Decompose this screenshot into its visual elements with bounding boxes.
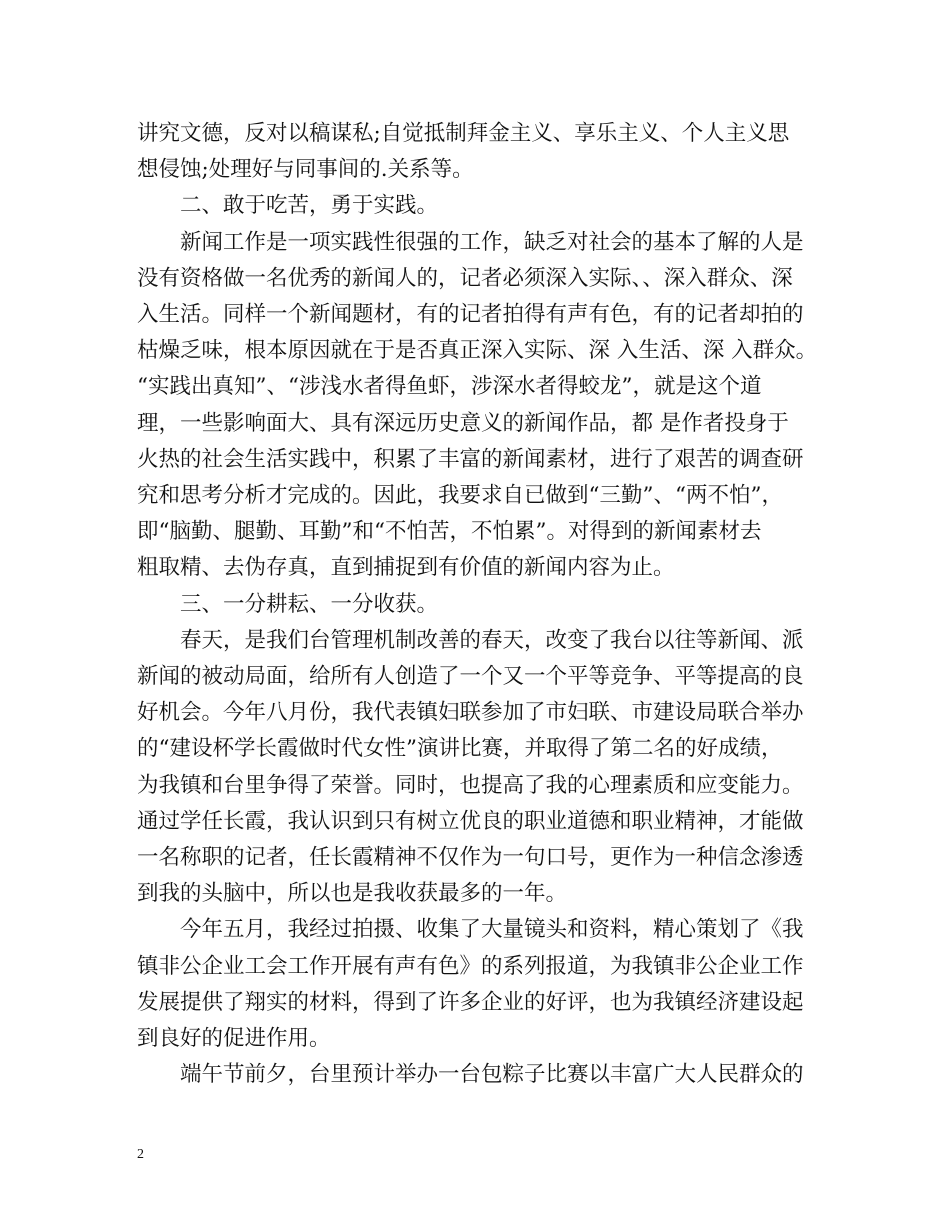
- text-line: 好机会。今年八月份，我代表镇妇联参加了市妇联、市建设局联合举办: [137, 700, 804, 726]
- text-line: “实践出真知”、“涉浅水者得鱼虾，涉深水者得蛟龙”，就是这个道: [137, 374, 762, 400]
- text-line: 春天，是我们台管理机制改善的春天，改变了我台以往等新闻、派: [137, 627, 804, 653]
- page-number: 2: [137, 1147, 144, 1162]
- text-line: 新闻的被动局面，给所有人创造了一个又一个平等竞争、平等提高的良: [137, 664, 804, 689]
- text-line: 想侵蚀;处理好与同事间的.关系等。: [137, 157, 474, 183]
- text-line: 通过学任长霞，我认识到只有树立优良的职业道德和职业精神，才能做: [137, 808, 804, 834]
- text-line: 火热的社会生活实践中，积累了丰富的新闻素材，进行了艰苦的调查研: [137, 446, 804, 472]
- text-line: 到我的头脑中，所以也是我收获最多的一年。: [137, 881, 568, 907]
- text-line: 即“脑勤、腿勤、耳勤”和“不怕苦，不怕累”。对得到的新闻素材去: [137, 519, 762, 545]
- text-line: 入生活。同样一个新闻题材，有的记者拍得有声有色，有的记者却拍的: [137, 302, 804, 327]
- section-heading: 二、敢于吃苦，勇于实践。: [137, 193, 439, 219]
- text-line: 没有资格做一名优秀的新闻人的，记者必须深入实际、、深入群众、深: [137, 265, 793, 291]
- text-line: 端午节前夕，台里预计举办一台包粽子比赛以丰富广大人民群众的: [137, 1062, 804, 1088]
- text-line: 理，一些影响面大、具有深远历史意义的新闻作品，都 是作者投身于: [137, 410, 789, 436]
- text-line: 为我镇和台里争得了荣誉。同时，也提高了我的心理素质和应变能力。: [137, 772, 804, 798]
- text-line: 今年五月，我经过拍摄、收集了大量镜头和资料，精心策划了《我: [137, 917, 804, 943]
- text-line: 枯燥乏味，根本原因就在于是否真正深入实际、深 入生活、深 入群众。: [137, 338, 818, 364]
- section-heading: 三、一分耕耘、一分收获。: [137, 591, 439, 617]
- text-line: 到良好的促进作用。: [137, 1026, 331, 1051]
- text-line: 发展提供了翔实的材料，得到了许多企业的好评，也为我镇经济建设起: [137, 989, 804, 1015]
- text-line: 粗取精、去伪存真，直到捕捉到有价值的新闻内容为止。: [137, 555, 675, 581]
- text-line: 新闻工作是一项实践性很强的工作，缺乏对社会的基本了解的人是: [137, 229, 804, 255]
- text-line: 镇非公企业工会工作开展有声有色》的系列报道，为我镇非公企业工作: [137, 953, 804, 979]
- text-line: 的“建设杯学长霞做时代女性”演讲比赛，并取得了第二名的好成绩，: [137, 736, 783, 762]
- text-line: 一名称职的记者，任长霞精神不仅作为一句口号，更作为一种信念渗透: [137, 845, 804, 870]
- text-line: 讲究文德，反对以稿谋私;自觉抵制拜金主义、享乐主义、个人主义思: [137, 121, 790, 146]
- text-line: 究和思考分析才完成的。因此，我要求自已做到“三勤”、“两不怕”，: [137, 483, 783, 508]
